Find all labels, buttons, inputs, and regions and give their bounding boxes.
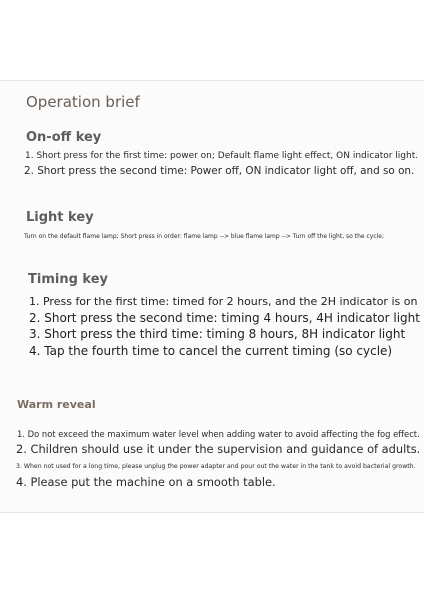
warm-item-2: 2. Children should use it under the supervision and guidance of adults. <box>16 442 421 456</box>
onoff-item-2: 2. Short press the second time: Power off, ON indicator light off, and so on. <box>24 165 415 177</box>
timing-heading: Timing key <box>28 272 108 287</box>
warm-heading: Warm reveal <box>17 398 96 411</box>
onoff-item-1: 1. Short press for the first time: power on; Default flame light effect, ON indicator light. <box>25 151 419 161</box>
warm-item-1: 1. Do not exceed the maximum water level when adding water to avoid affecting the fog effect. <box>17 429 420 439</box>
timing-item-2: 2. Short press the second time: timing 4 hours, 4H indicator light <box>29 311 420 325</box>
warm-item-4: 4. Please put the machine on a smooth table. <box>16 475 276 489</box>
page-title: Operation brief <box>26 93 140 111</box>
light-description: Turn on the default flame lamp; Short press in order: flame lamp --> blue flame lamp --> Turn off the light, so the cycle; <box>24 233 385 240</box>
timing-item-4: 4. Tap the fourth time to cancel the current timing (so cycle) <box>29 344 393 358</box>
warm-item-3: 3. When not used for a long time, please unplug the power adapter and pour out the water in the tank to avoid bacterial growth. <box>16 463 416 470</box>
light-heading: Light key <box>26 210 94 225</box>
timing-item-3: 3. Short press the third time: timing 8 hours, 8H indicator light <box>29 327 406 341</box>
onoff-heading: On-off key <box>26 130 102 145</box>
timing-item-1: 1. Press for the first time: timed for 2 hours, and the 2H indicator is on <box>29 295 418 308</box>
